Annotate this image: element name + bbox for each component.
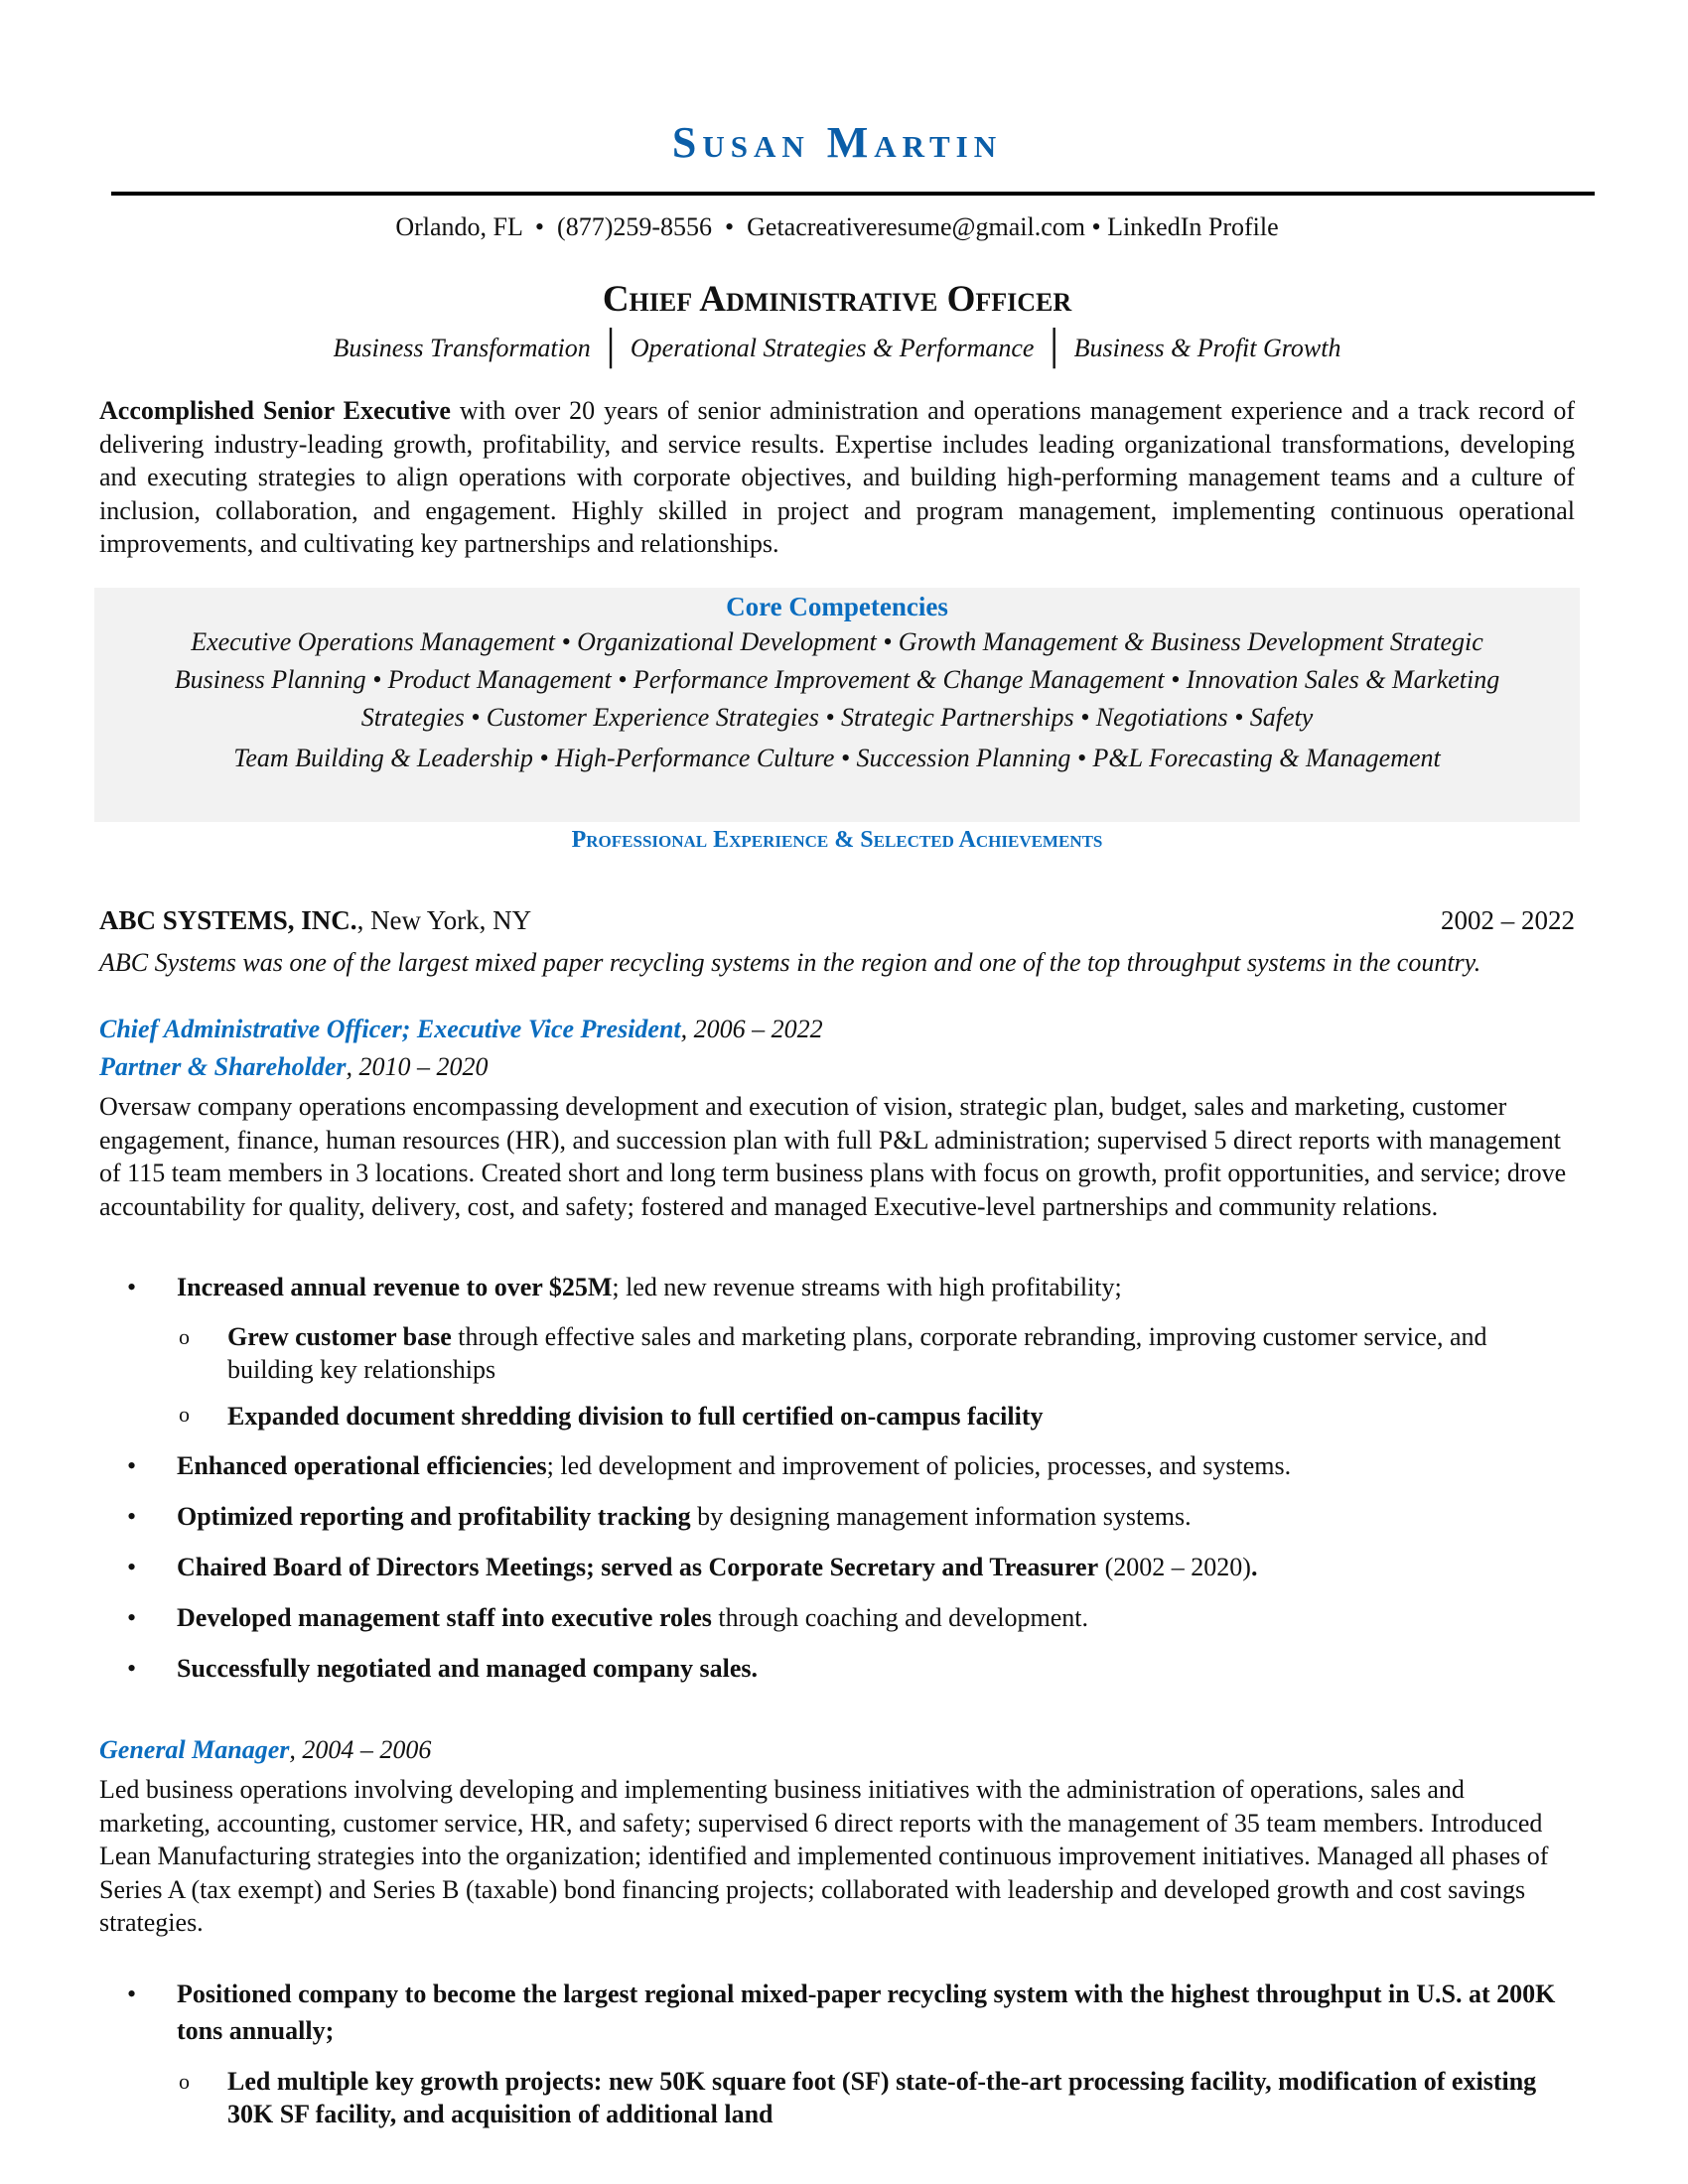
company-location: , New York, NY [356, 905, 532, 935]
summary-text: with over 20 years of senior administration and operations management experience and a track record of delivering industry-leading growth, profitability, and service results. Expertise includes leading organizational transformations, developing and executing strategies to align operations with corporate objectives, and building high-performing management teams and a culture of inclusion, collaboration, and engagement. Highly skilled in project and program management, implementing continuous operational improvements, and cultivating key partnerships and relationships. [99, 396, 1575, 558]
tagline [99, 328, 1575, 365]
list-item [99, 1320, 1575, 1402]
tagline-item: Business Transformation [333, 334, 591, 362]
achievement-bold: Positioned company to become the largest regional mixed-paper recycling system with the highest throughput in U.S. at 200K tons annually; [177, 1979, 1556, 2045]
bullet-icon: • [127, 1654, 137, 1683]
list-item [99, 1402, 1575, 1451]
achievement-list [99, 1976, 1575, 2130]
role-dates: , 2010 – 2020 [346, 1052, 489, 1081]
company-description: ABC Systems was one of the largest mixed paper recycling systems in the region and one of the top throughput systems in the country. [99, 948, 1481, 977]
role-title: General Manager [99, 1735, 290, 1764]
achievement-bold: Chaired Board of Directors Meetings; served as Corporate Secretary and Treasurer [177, 1553, 1099, 1581]
contact-location: Orlando, FL [395, 212, 522, 241]
list-item [99, 1654, 1575, 1705]
role-title: Chief Administrative Officer; Executive Vice President [99, 1015, 681, 1043]
competencies-line: Strategies • Customer Experience Strategies • Strategic Partnerships • Negotiations • Safety [360, 703, 1314, 732]
list-item [99, 1502, 1575, 1553]
competencies-line: Team Building & Leadership • High-Performance Culture • Succession Planning • P&L Forecasting & Management [233, 744, 1441, 772]
job-title: Chief Administrative Officer [602, 279, 1072, 320]
achievement-text: (2002 – 2020) [1098, 1553, 1251, 1581]
experience-heading: Professional Experience & Selected Achievements [571, 827, 1103, 853]
achievement-bold: Grew customer base [227, 1322, 452, 1351]
tagline-separator: │ [1042, 330, 1066, 366]
contact-line [99, 212, 1575, 242]
role-title: Partner & Shareholder [99, 1052, 347, 1081]
core-competencies-box [94, 588, 1580, 822]
achievement-text: through effective sales and marketing plans, corporate rebranding, improving customer service, and building key relationships [227, 1322, 1487, 1384]
list-item [99, 1273, 1575, 1320]
list-item [99, 1603, 1575, 1654]
contact-phone[interactable]: (877)259-8556 [557, 212, 713, 241]
achievement-bold: Expanded document shredding division to full certified on-campus facility [227, 1402, 1044, 1431]
achievement-bold: Successfully negotiated and managed company sales. [177, 1654, 759, 1683]
achievement-text: by designing management information systems. [690, 1502, 1192, 1531]
role-dates: , 2004 – 2006 [289, 1735, 432, 1764]
header-divider [111, 192, 1595, 196]
achievement-text: through coaching and development. [711, 1603, 1088, 1632]
competencies-line: Business Planning • Product Management • Performance Improvement & Change Management • Innovation Sales & Marketing [174, 665, 1500, 694]
contact-email[interactable]: Getacreativeresume@gmail.com [747, 212, 1085, 241]
list-item [99, 1553, 1575, 1603]
achievement-text: ; led development and improvement of policies, processes, and systems. [546, 1451, 1292, 1480]
achievement-bold: . [1250, 1553, 1258, 1581]
bullet-icon: • [127, 1502, 137, 1531]
achievement-bold: Led multiple key growth projects: new 50K square foot (SF) state-of-the-art processing facility, modification of existing 30K SF facility, and acquisition of additional land [227, 2067, 1537, 2128]
tagline-separator: │ [598, 330, 623, 366]
list-item [99, 1976, 1575, 2065]
achievement-text: ; led new revenue streams with high profitability; [612, 1273, 1122, 1301]
summary-paragraph [99, 394, 1575, 561]
linkedin-link[interactable]: LinkedIn Profile [1107, 212, 1279, 241]
bullet-icon: • [127, 1603, 137, 1632]
company-name: ABC SYSTEMS, INC. [99, 905, 357, 935]
separator-dot: • [1091, 212, 1101, 241]
company-line [99, 905, 1575, 936]
achievement-bold: Increased annual revenue to over $25M [177, 1273, 613, 1301]
achievement-bold: Enhanced operational efficiencies [177, 1451, 547, 1480]
role-line [99, 1015, 823, 1044]
bullet-icon: • [127, 1979, 137, 2008]
achievement-list [99, 1273, 1575, 1705]
list-item [99, 2065, 1575, 2130]
separator-dot: • [534, 212, 545, 241]
sub-bullet-icon: o [179, 1402, 190, 1427]
separator-dot: • [725, 212, 735, 241]
bullet-icon: • [127, 1553, 137, 1581]
sub-bullet-icon: o [179, 2069, 190, 2094]
role-line [99, 1052, 489, 1082]
role-description: Oversaw company operations encompassing development and execution of vision, strategic plan, budget, sales and marketing, customer engagement, finance, human resources (HR), and succession plan with full P&L administration; supervised 5 direct reports with management of 115 team members in 3 locations. Created short and long term business plans with focus on growth, profit opportunities, and service; drove accountability for quality, delivery, cost, and safety; fostered and managed Executive-level partnerships and community relations. [99, 1092, 1567, 1221]
tagline-item: Business & Profit Growth [1073, 334, 1341, 362]
list-item [99, 1451, 1575, 1502]
role-dates: , 2006 – 2022 [680, 1015, 823, 1043]
company-dates: 2002 – 2022 [1441, 905, 1575, 935]
bullet-icon: • [127, 1451, 137, 1480]
competencies-line: Executive Operations Management • Organizational Development • Growth Management & Business Development Strategic [191, 627, 1483, 656]
candidate-name: Susan Martin [671, 118, 1003, 167]
tagline-item: Operational Strategies & Performance [630, 334, 1035, 362]
competencies-list [94, 623, 1580, 777]
achievement-bold: Developed management staff into executive roles [177, 1603, 712, 1632]
achievement-bold: Optimized reporting and profitability tracking [177, 1502, 691, 1531]
role-description: Led business operations involving developing and implementing business initiatives with the administration of operations, sales and marketing, accounting, customer service, HR, and safety; supervised 6 direct reports with the management of 35 team members. Introduced Lean Manufacturing strategies into the organization; identified and implemented continuous improvement initiatives. Managed all phases of Series A (tax exempt) and Series B (taxable) bond financing projects; collaborated with leadership and developed growth and cost savings strategies. [99, 1775, 1549, 1937]
bullet-icon: • [127, 1273, 137, 1301]
summary-lead: Accomplished Senior Executive [99, 396, 451, 425]
role-line [99, 1735, 431, 1765]
competencies-heading: Core Competencies [726, 592, 948, 621]
sub-bullet-icon: o [179, 1324, 190, 1349]
